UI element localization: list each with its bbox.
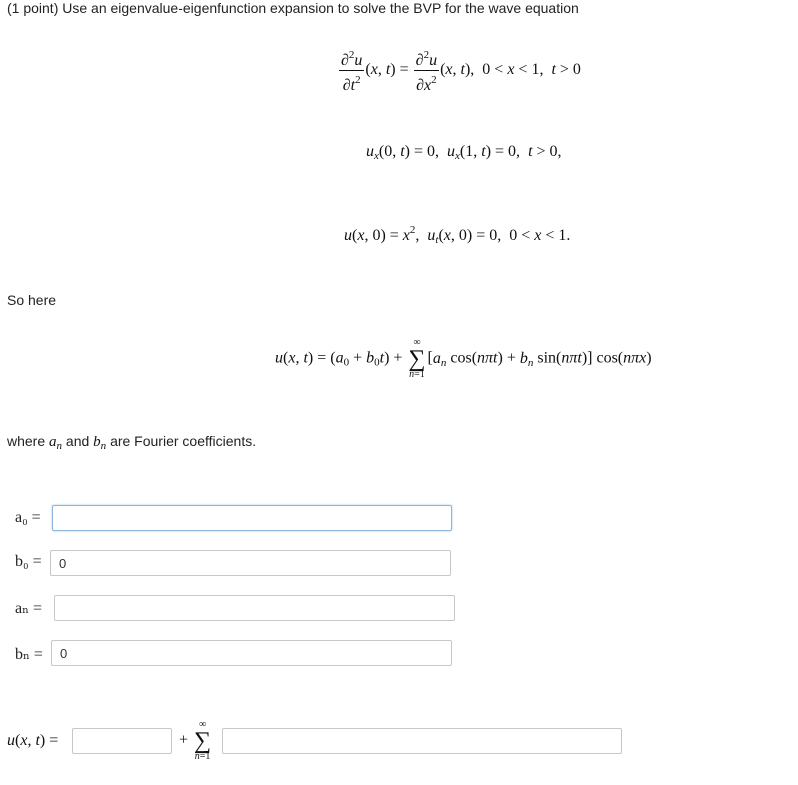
a0-label: a₀ = bbox=[15, 509, 41, 526]
b0-input[interactable] bbox=[50, 550, 451, 576]
wave-equation: $\frac{\partial^2u}{\partial t^2}$ (x, t) = $\frac{\partial^2u}{\partial x^2}$ (x, t), 0 < x < 1, t > 0 bbox=[338, 46, 581, 95]
problem-intro: (1 point) Use an eigenvalue-eigenfunction expansion to solve the BVP for the wave equation bbox=[7, 0, 579, 16]
u-first-input[interactable] bbox=[72, 728, 172, 754]
bn-label: bₙ = bbox=[15, 646, 43, 663]
an-label: aₙ = bbox=[15, 600, 43, 617]
u-label: u(x, t) = bbox=[7, 732, 59, 749]
u-series-input[interactable] bbox=[222, 728, 622, 754]
b0-label: b₀ = bbox=[15, 553, 42, 570]
series-solution: u(x, $t) = (a_0 + b_0t)$ + ∞ ∑ n=1 [$a_n$ $\cos(n\pi t) + b_n$ sin(nπt)] cos(nπx) bbox=[275, 337, 652, 380]
bn-input[interactable] bbox=[51, 640, 452, 666]
a0-input[interactable] bbox=[52, 505, 452, 531]
an-input[interactable] bbox=[54, 595, 455, 621]
initial-conditions: u(x, $0) = x^2$, $u_t(x$, 0) = 0, 0 < x < 1. bbox=[344, 224, 571, 246]
sum-expression: + ∞ ∑ n=1 bbox=[179, 719, 212, 762]
boundary-conditions: $u_x(0$, t) = 0, $u_x(1$, t) = 0, t > 0, bbox=[366, 143, 562, 162]
where-text: where $a_n$ and $b_n$ are Fourier coefficients. bbox=[7, 433, 257, 452]
so-here-text: So here bbox=[7, 292, 57, 308]
sum-icon: ∞ ∑ n=1 bbox=[194, 719, 212, 762]
sum-icon: ∞ ∑ n=1 bbox=[408, 337, 426, 380]
